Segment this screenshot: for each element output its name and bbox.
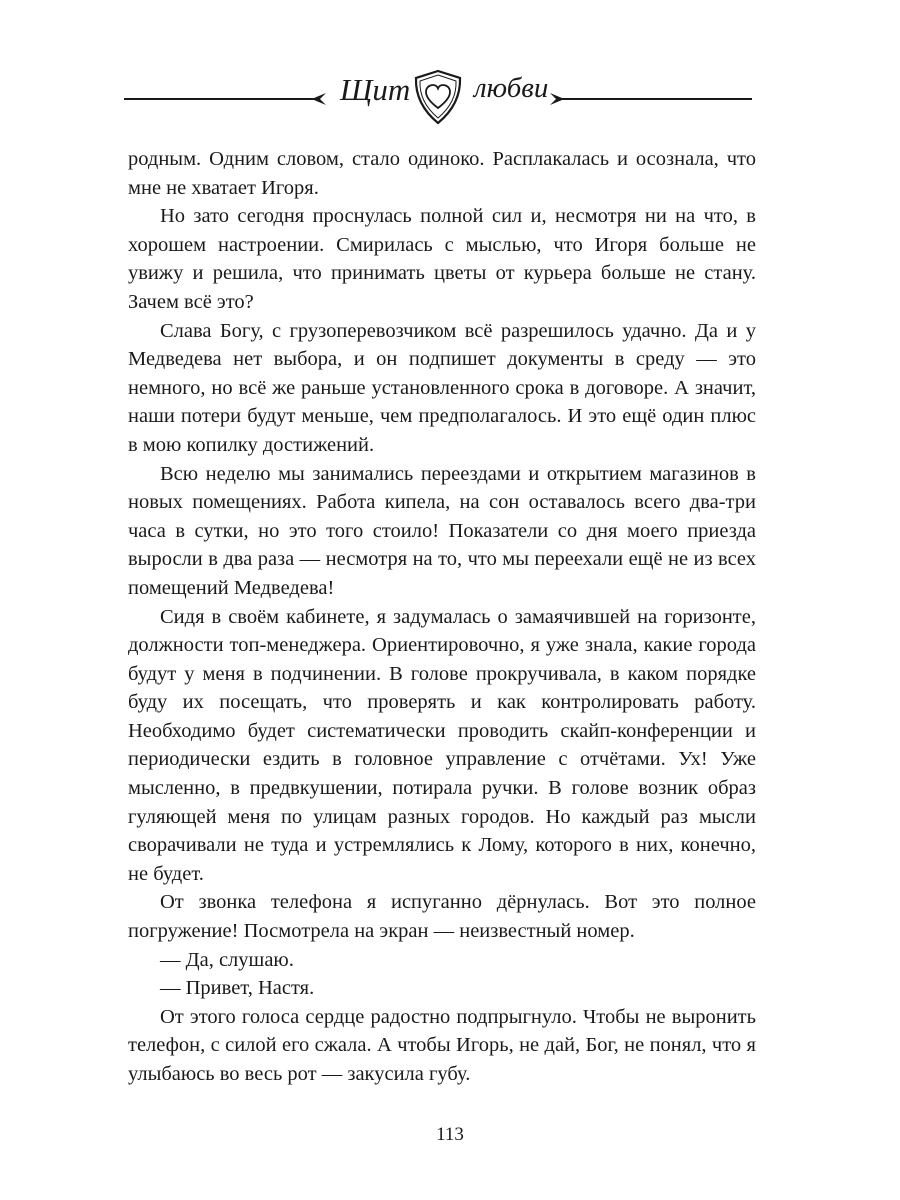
paragraph: Сидя в своём кабинете, я задумалась о замаячившей на горизонте, должности топ-менеджера. Ориентировочно, я уже знала, какие города будут у меня в подчинении. В голове прокручивала, в каком порядке буду их посещать, что проверять и как контролировать работу. Необходимо будет систематически проводить скайп-конференции и периодически ездить в головное управление с отчётами. Ух! Уже мысленно, в предвкушении, потирала ручки. В голове возник образ гуляющей меня по улицам разных городов. Но каждый раз мысли сворачивали не туда и устремлялись к Лому, которого в них, конечно, не будет. [128, 605, 756, 885]
running-header [124, 58, 752, 138]
header-rule-right [592, 98, 752, 100]
dialogue-line: — Привет, Настя. [160, 977, 315, 1000]
header-title-right: любви [474, 72, 549, 104]
paragraph: От этого голоса сердце радостно подпрыгнуло. Чтобы не выронить телефон, с силой его сжала. А чтобы Игорь, не дай, Бог, не понял, что я улыбаюсь во весь рот — закусила губу. [128, 1005, 756, 1085]
paragraph: Всю неделю мы занимались переездами и открытием магазинов в новых помещениях. Работа кипела, на сон оставалось всего два-три часа в сутки, но это того стоило! Показатели со дня моего приезда выросли в два раза — несмотря на то, что мы переехали ещё не из всех помещений Медведева! [128, 462, 756, 599]
shield-heart-icon [412, 68, 464, 126]
paragraph: Слава Богу, с грузоперевозчиком всё разрешилось удачно. Да и у Медведева нет выбора, и он подпишет документы в среду — это немного, но всё же раньше установленного срока в договоре. А значит, наши потери будут меньше, чем предполагалось. И это ещё один плюс в мою копилку достижений. [128, 319, 756, 456]
header-title-left: Щит [340, 72, 411, 107]
header-rule-left [124, 98, 284, 100]
paragraph: родным. Одним словом, стало одиноко. Расплакалась и осознала, что мне не хватает Игоря. [128, 148, 756, 199]
paragraph: Но зато сегодня проснулась полной сил и, несмотря ни на что, в хорошем настроении. Смирилась с мыслью, что Игоря больше не увижу и решила, что принимать цветы от курьера больше не стану. Зачем всё это? [128, 205, 756, 313]
body-text [128, 145, 756, 1089]
header-dart-left-icon [274, 91, 334, 107]
dialogue-line: — Да, слушаю. [160, 948, 294, 971]
page-number: 113 [436, 1124, 464, 1145]
paragraph: От звонка телефона я испуганно дёрнулась. Вот это полное погружение! Посмотрела на экран — неизвестный номер. [128, 891, 756, 943]
